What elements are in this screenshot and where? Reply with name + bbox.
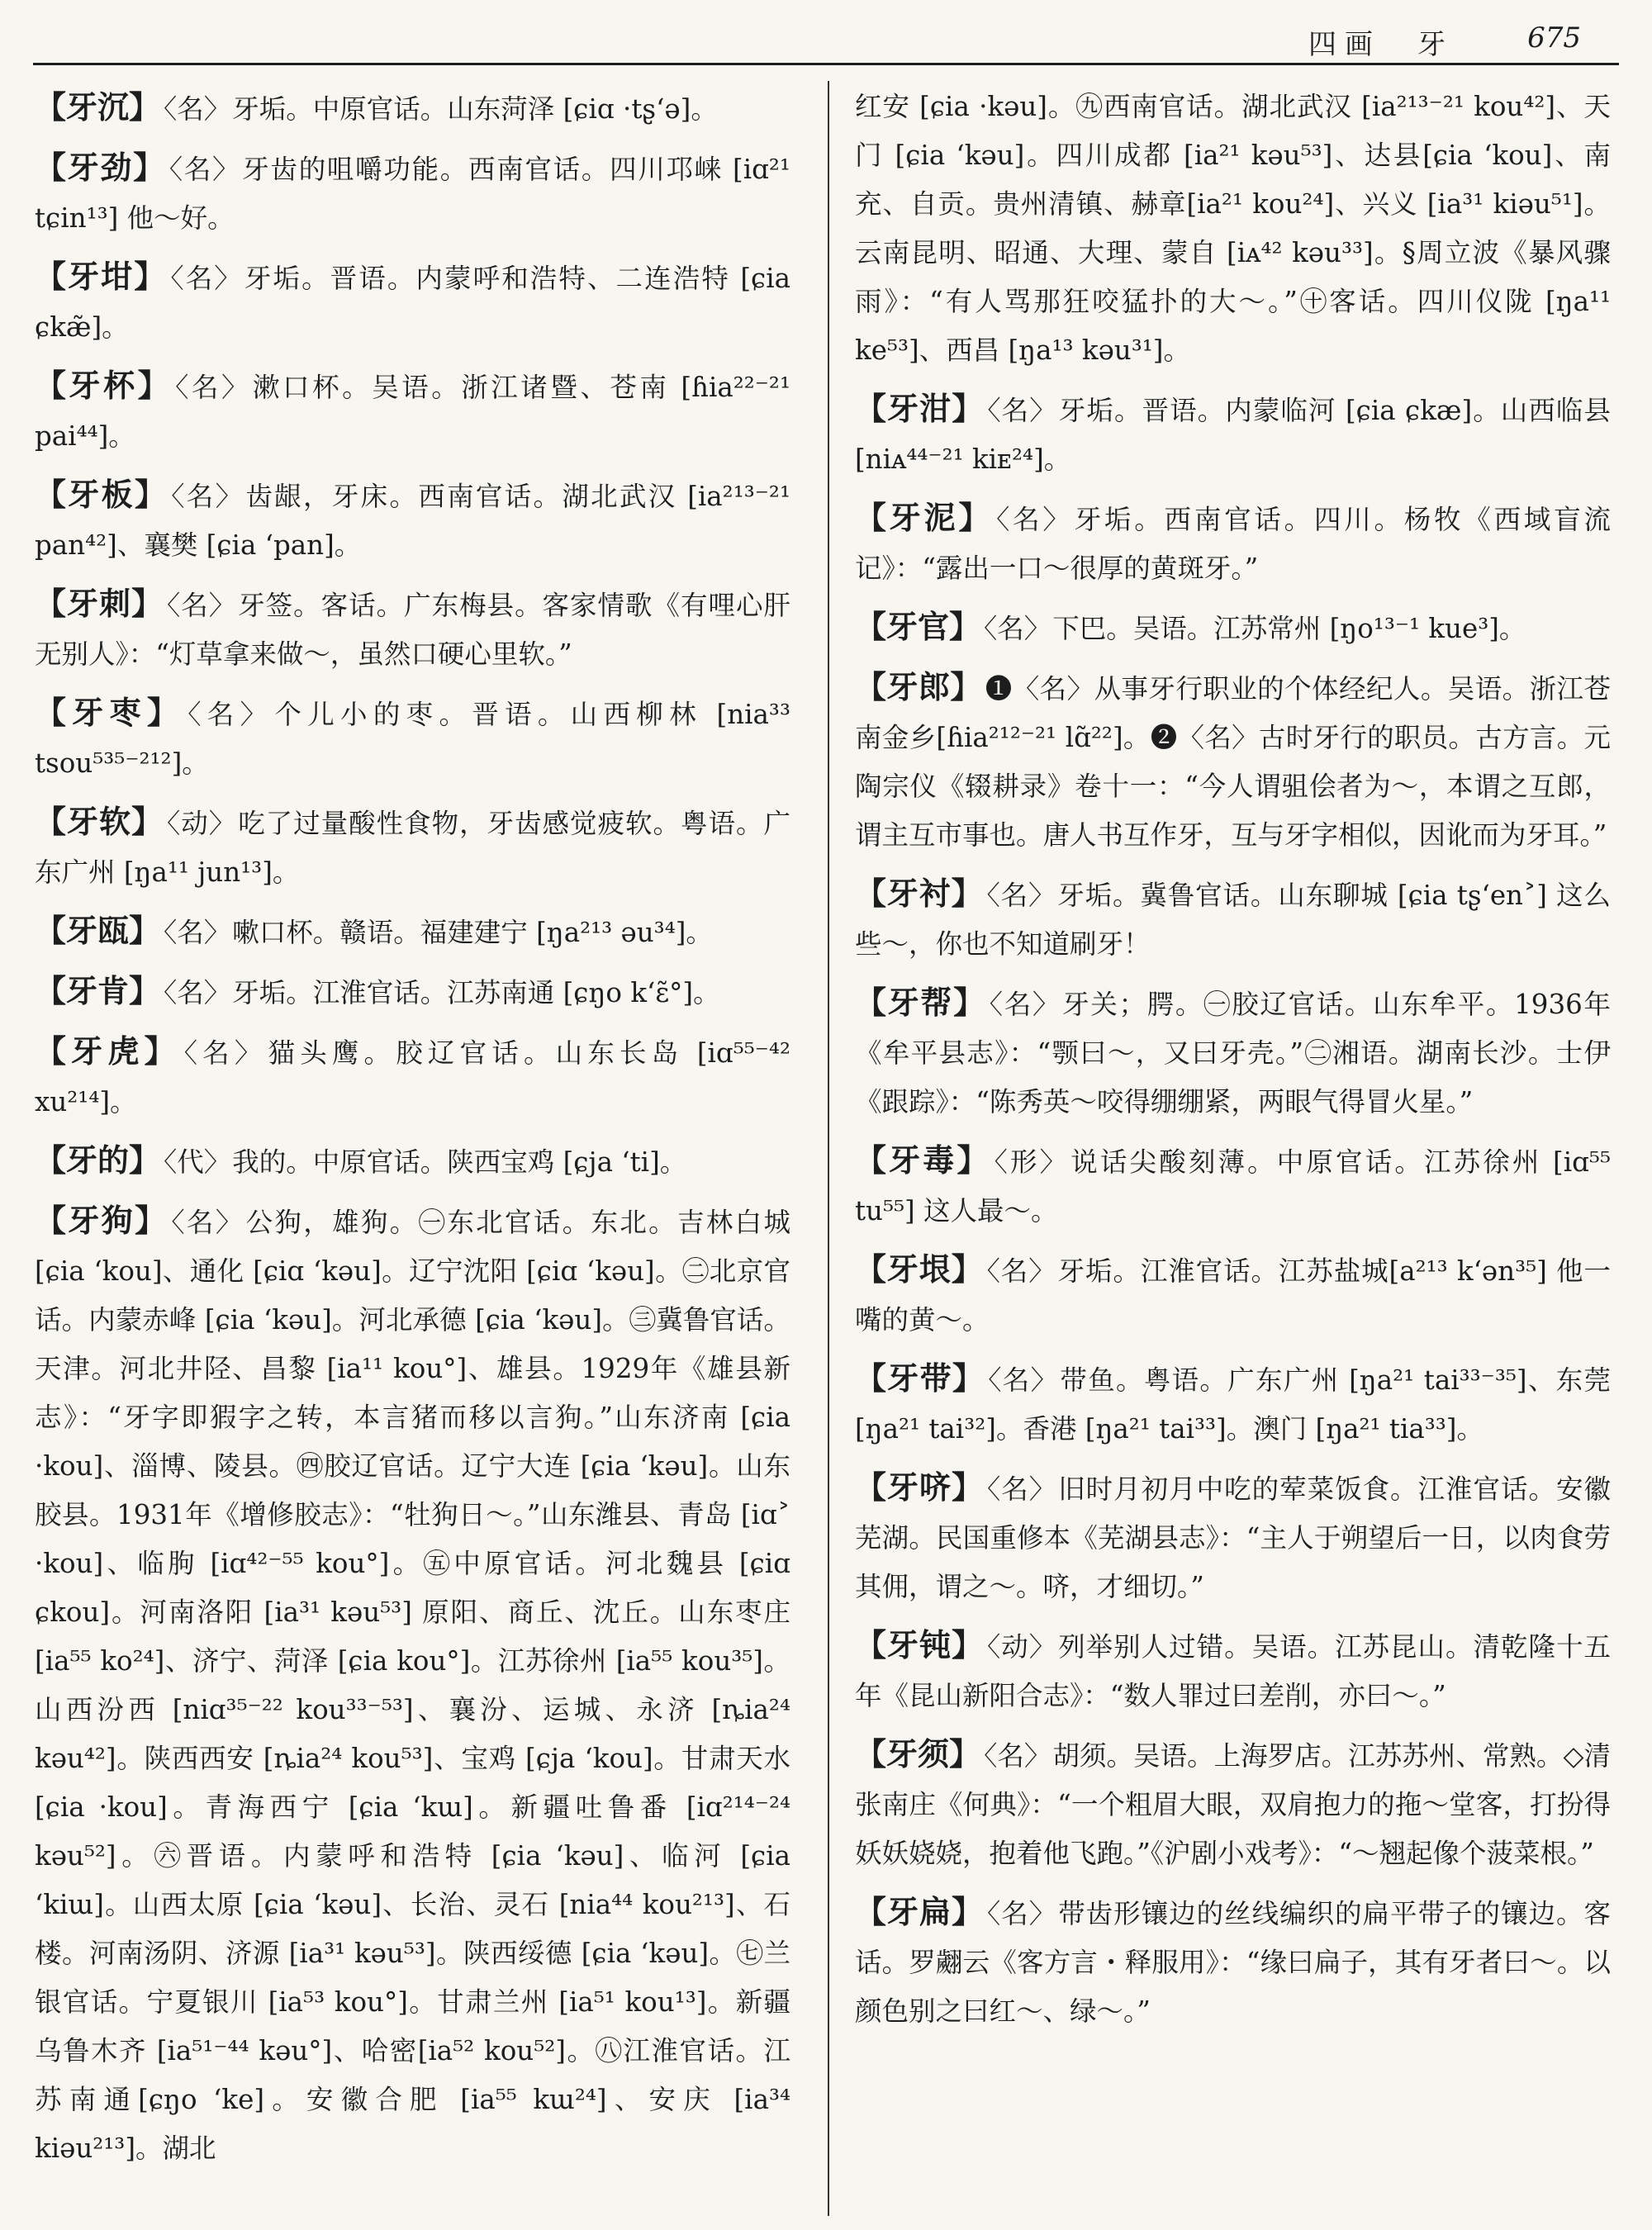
entry-text: 红安 [ɕia ·kəu]。㊈西南官话。湖北武汉 [ia²¹³⁻²¹ kou⁴²]、天门 [ɕia ʻkəu]。四川成都 [ia²¹ kəu⁵³]、达县[ɕia ʻkou]、南充、自贡。贵州清镇、赫章[ia²¹ kou²⁴]、兴义 [ia³¹ kiəu⁵¹]。云南昆明、昭通、大理、蒙自 [iᴀ⁴² kəu³³]。§周立波《暴风骤雨》：“有人骂那狂咬猛扑的大～。”㊉客话。四川仪陇 [ŋa¹¹ ke⁵³]、西昌 [ŋa¹³ kəu³¹]。 [855,91,1611,366]
entry-headword: 【牙毒】 [855,1141,991,1179]
entry [855,384,1611,484]
entry-text: 旧时月初月中吃的荤菜饭食。江淮官话。安徽芜湖。民国重修本《芜湖县志》：“主人于朔望后一日，以肉食劳其佣，谓之～。哜，才细切。” [855,1473,1611,1602]
entry [35,1136,790,1187]
entry [35,1196,790,2173]
entry [35,688,790,788]
entry-pos: 〈名〉 [171,481,244,512]
entry-text: 牙齿的咀嚼功能。西南官话。四川邛崃 [iɑ²¹ tɕin¹³] 他～好。 [35,154,790,234]
entry-pos: 〈名〉 [989,989,1061,1020]
entry-text: 牙垢。江淮官话。江苏南通 [ɕŋo kʻɛ̃°]。 [232,977,720,1008]
entry [35,470,790,570]
entry-text: 个儿小的枣。晋语。山西柳林 [nia³³ tsou⁵³⁵⁻²¹²]。 [35,699,790,779]
entry [35,1027,790,1127]
entry-text: 列举别人过错。吴语。江苏昆山。清乾隆十五年《昆山新阳合志》：“数人罪过曰差削，亦曰～。” [855,1631,1611,1711]
entry-text: ❶〈名〉从事牙行职业的个体经纪人。吴语。浙江苍南金乡[ɦia²¹²⁻²¹ lɑ̃²²]。❷〈名〉古时牙行的职员。古方言。元陶宗仪《辍耕录》卷十一：“今人谓驵侩者为～，本谓之互郎，谓主互市事也。唐人书互作牙，互与牙字相似，因讹而为牙耳。” [855,673,1611,851]
entry [35,252,790,352]
entry [35,579,790,679]
entry-text: 下巴。吴语。江苏常州 [ŋo¹³⁻¹ kue³]。 [1052,613,1526,644]
entry-text: 牙垢。中原官话。山东菏泽 [ɕiɑ ·tʂʻə]。 [232,93,718,125]
entry-text: 带齿形镶边的丝线编织的扁平带子的镶边。客话。罗翽云《客方言・释服用》：“缘曰扁子，其有牙者曰～。以颜色别之曰红～、绿～。” [855,1898,1611,2027]
entry-pos: 〈名〉 [171,1207,244,1238]
entry-pos: 〈名〉 [986,1473,1057,1505]
entry [855,1245,1611,1345]
entry [855,1463,1611,1611]
entry-pos: 〈名〉 [996,504,1073,535]
entry-pos: 〈名〉 [170,263,243,294]
entry-text: 说话尖酸刻薄。中原官话。江苏徐州 [iɑ⁵⁵ tu⁵⁵] 这人最～。 [855,1146,1611,1226]
entry-headword: 【牙杯】 [35,367,173,404]
entry-headword: 【牙泥】 [855,499,994,536]
entry-headword: 【牙沉】 [35,88,161,126]
entry [855,602,1611,653]
entry-continuation [855,83,1611,375]
entry-headword: 【牙狗】 [35,1202,169,1239]
entry [35,966,790,1018]
entry-text: 齿龈，牙床。西南官话。湖北武汉 [ia²¹³⁻²¹ pan⁴²]、襄樊 [ɕia ʻpan]。 [35,481,790,561]
entry-headword: 【牙虎】 [35,1032,181,1070]
entry-pos: 〈名〉 [164,917,231,948]
entry-headword: 【牙须】 [855,1735,981,1772]
entry-text: 牙垢。江淮官话。江苏盐城[a²¹³ kʻən³⁵] 他一嘴的黄～。 [855,1255,1611,1336]
entry-pos: 〈形〉 [994,1146,1070,1178]
entry [855,978,1611,1127]
entry-headword: 【牙板】 [35,476,169,513]
entry-pos: 〈动〉 [166,808,237,839]
entry-headword: 【牙官】 [855,608,981,645]
entry [35,143,790,243]
entry-text: 嗽口杯。赣语。福建建宁 [ŋa²¹³ əu³⁴]。 [232,917,713,948]
entry-headword: 【牙枣】 [35,694,185,731]
entry-pos: 〈名〉 [183,1037,267,1069]
entry-text: 牙垢。西南官话。四川。杨牧《西域盲流记》：“露出一口～很厚的黄斑牙。” [855,504,1611,584]
entry-pos: 〈名〉 [984,613,1051,644]
entry-text: 漱口杯。吴语。浙江诸暨、苍南 [ɦia²²⁻²¹ pai⁴⁴]。 [35,372,790,452]
entry [855,1136,1611,1236]
entry-text: 我的。中原官话。陕西宝鸡 [ɕja ʻti]。 [232,1146,687,1178]
entry-pos: 〈名〉 [986,1898,1057,1929]
entry-pos: 〈名〉 [188,699,273,730]
entry-pos: 〈名〉 [986,1255,1056,1287]
entry [855,1354,1611,1454]
entry [855,493,1611,593]
entry-headword: 【牙的】 [35,1141,161,1179]
entry [35,797,790,897]
entry [855,1620,1611,1720]
entry-headword: 【牙扁】 [855,1893,984,1930]
entry [855,1729,1611,1878]
left-column [35,83,790,2218]
entry-pos: 〈名〉 [984,1740,1051,1772]
entry-headword: 【牙垠】 [855,1250,984,1288]
entry-text: 带鱼。粤语。广东广州 [ŋa²¹ tai³³⁻³⁵]、东莞 [ŋa²¹ tai³²]。香港 [ŋa²¹ tai³³]。澳门 [ŋa²¹ tia³³]。 [855,1364,1611,1445]
entry-headword: 【牙泔】 [855,390,985,427]
entry-text: 牙关；腭。㊀胶辽官话。山东牟平。1936年《牟平县志》：“颚曰～，又曰牙壳。”㊁湘语。湖南长沙。士伊《跟踪》：“陈秀英～咬得绷绷紧，两眼气得冒火星。” [855,989,1611,1117]
entry-headword: 【牙肯】 [35,972,161,1009]
section-title: 四画 牙 [1308,28,1454,61]
entry-text: 猫头鹰。胶辽官话。山东长岛 [iɑ⁵⁵⁻⁴² xu²¹⁴]。 [35,1037,790,1117]
entry-text: 牙签。客话。广东梅县。客家情歌《有哩心肝无别人》：“灯草拿来做～，虽然口硬心里软。” [35,590,790,670]
entry-headword: 【牙瓯】 [35,912,161,949]
entry-text: 公狗，雄狗。㊀东北官话。东北。吉林白城[ɕia ʻkou]、通化 [ɕiɑ ʻkəu]。辽宁沈阳 [ɕiɑ ʻkəu]。㊁北京官话。内蒙赤峰 [ɕia ʻkəu]。河北承德 [ɕia ʻkəu]。㊂冀鲁官话。天津。河北井陉、昌黎 [ia¹¹ kou°]、雄县。1929年《雄县新志》：“牙字即猳字之转，本言猪而移以言狗。”山东济南 [ɕia ·kou]、淄博、陵县。㊃胶辽官话。辽宁大连 [ɕia ʻkəu]。山东胶县。1931年《增修胶志》：“牡狗日～。”山东潍县、青岛 [iɑ˃ ·kou]、临朐 [iɑ⁴²⁻⁵⁵ kou°]。㊄中原官话。河北魏县 [ɕiɑ ɕkou]。河南洛阳 [ia³¹ kəu⁵³] 原阳、商丘、沈丘。山东枣庄 [ia⁵⁵ ko²⁴]、济宁、菏泽 [ɕia kou°]。江苏徐州 [ia⁵⁵ kou³⁵]。山西汾西 [niɑ³⁵⁻²² kou³³⁻⁵³]、襄汾、运城、永济 [ȵia²⁴ kəu⁴²]。陕西西安 [ȵia²⁴ kou⁵³]、宝鸡 [ɕja ʻkou]。甘肃天水 [ɕia ·kou]。青海西宁 [ɕia ʻkɯ]。新疆吐鲁番 [iɑ²¹⁴⁻²⁴ kəu⁵²]。㊅晋语。内蒙呼和浩特 [ɕia ʻkəu]、临河 [ɕia ʻkiɯ]。山西太原 [ɕia ʻkəu]、长治、灵石 [nia⁴⁴ kou²¹³]、石楼。河南汤阴、济源 [ia³¹ kəu⁵³]。陕西绥德 [ɕia ʻkəu]。㊆兰银官话。宁夏银川 [ia⁵³ kou°]。甘肃兰州 [ia⁵¹ kou¹³]。新疆乌鲁木齐 [ia⁵¹⁻⁴⁴ kəu°]、哈密[ia⁵² kou⁵²]。㊇江淮官话。江苏南通[ɕŋo ʻke]。安徽合肥 [ia⁵⁵ kɯ²⁴]、安庆 [ia³⁴ kiəu²¹³]。湖北 [35,1207,790,2164]
entry-headword: 【牙坩】 [35,258,168,295]
entry-pos: 〈名〉 [169,154,241,185]
entry-text: 牙垢。冀鲁官话。山东聊城 [ɕia tʂʻen˃] 这么些～，你也不知道刷牙！ [855,880,1611,960]
entry-pos: 〈名〉 [986,880,1056,911]
entry-headword: 【牙哜】 [855,1468,984,1506]
entry-pos: 〈名〉 [164,977,231,1008]
entry-headword: 【牙带】 [855,1359,985,1397]
entry [35,361,790,461]
entry-headword: 【牙软】 [35,803,164,840]
page-header [0,18,1652,68]
entry-headword: 【牙钝】 [855,1626,984,1663]
entry [855,662,1611,860]
entry-pos: 〈代〉 [164,1146,231,1178]
entry-pos: 〈名〉 [987,395,1057,426]
entry-headword: 【牙帮】 [855,984,986,1021]
header-rule [33,63,1619,65]
entry-headword: 【牙衬】 [855,875,984,912]
entry [35,906,790,957]
entry-text: 牙垢。晋语。内蒙呼和浩特、二连浩特 [ɕia ɕkæ̃]。 [35,263,790,343]
entry-text: 牙垢。晋语。内蒙临河 [ɕia ɕkæ]。山西临县 [niᴀ⁴⁴⁻²¹ kiᴇ²⁴]。 [855,395,1611,475]
entry [855,869,1611,969]
page-number: 675 [1527,21,1581,55]
entry-headword: 【牙劲】 [35,149,166,186]
entry-text: 吃了过量酸性食物，牙齿感觉疲软。粤语。广东广州 [ŋa¹¹ jun¹³]。 [35,808,790,888]
right-column [855,83,1611,2218]
entry [855,1887,1611,2036]
entry-pos: 〈名〉 [164,93,231,125]
entry-pos: 〈名〉 [988,1364,1059,1396]
entry-text: 胡须。吴语。上海罗店。江苏苏州、常熟。◇清张南庄《何典》：“一个粗眉大眼，双肩抱力的拖～堂客，打扮得妖妖娆娆，抱着他飞跑。”《沪剧小戏考》：“～翘起像个菠菜根。” [855,1740,1611,1869]
entry-headword: 【牙郎】 [855,668,982,705]
column-divider [828,81,829,2216]
entry-pos: 〈名〉 [175,372,251,403]
entry-headword: 【牙刺】 [35,585,164,622]
entry-pos: 〈动〉 [986,1631,1057,1663]
entry [35,83,790,134]
entry-pos: 〈名〉 [166,590,237,621]
